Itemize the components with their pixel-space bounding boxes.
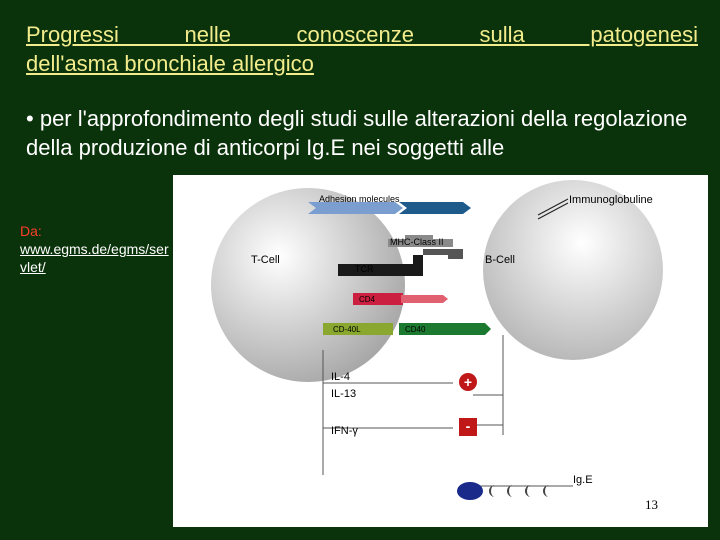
bullet-text: per l'approfondimento degli studi sulle alterazioni della regolazione della produzione di anticorpi Ig.E nei soggetti alle: [26, 106, 688, 160]
mhc-label: MHC-Class II: [390, 237, 444, 247]
cd4-arrow: [401, 295, 448, 303]
adhesion-label: Adhesion molecules: [319, 194, 400, 204]
ifn-label: IFN-γ: [331, 425, 358, 437]
bullet-marker: •: [26, 106, 34, 131]
adhesion-bar-right: [399, 202, 471, 214]
b-cell-label: B-Cell: [485, 254, 515, 266]
mhc-stem: [423, 249, 463, 259]
cd40-label: CD40: [405, 325, 426, 334]
source-link[interactable]: www.egms.de/egms/servlet/: [20, 241, 169, 275]
slide-title-line1: Progressi nelle conoscenze sulla patogenesi: [26, 22, 698, 47]
plus-sign: +: [463, 374, 473, 390]
t-cell-label: T-Cell: [251, 254, 280, 266]
tcr-label: TCR: [355, 264, 374, 274]
ige-crescent-2: [507, 485, 513, 497]
il4-label: IL-4: [331, 371, 350, 383]
cd40l-label: CD-40L: [333, 325, 361, 334]
cd4-label: CD4: [359, 295, 376, 304]
ige-crescent-3: [525, 485, 531, 497]
minus-sign: -: [465, 418, 471, 434]
ige-blob: [457, 482, 483, 500]
page-number: 13: [645, 497, 658, 512]
source-label: Da:: [20, 223, 42, 239]
immunology-figure: [173, 175, 708, 527]
b-cell-circle: [483, 180, 663, 360]
ige-crescent-4: [543, 485, 549, 497]
ige-crescent-1: [489, 485, 495, 497]
slide-title-line2: dell'asma bronchiale allergico: [26, 51, 314, 76]
il13-label: IL-13: [331, 388, 357, 400]
ige-label: Ig.E: [573, 474, 593, 486]
figure-diagram: [173, 175, 708, 527]
immunoglobuline-label: Immunoglobuline: [569, 194, 653, 206]
bullet-paragraph: [26, 104, 698, 162]
source-block: [20, 222, 170, 276]
t-cell-circle: [211, 188, 405, 382]
slide-title: [26, 20, 698, 78]
